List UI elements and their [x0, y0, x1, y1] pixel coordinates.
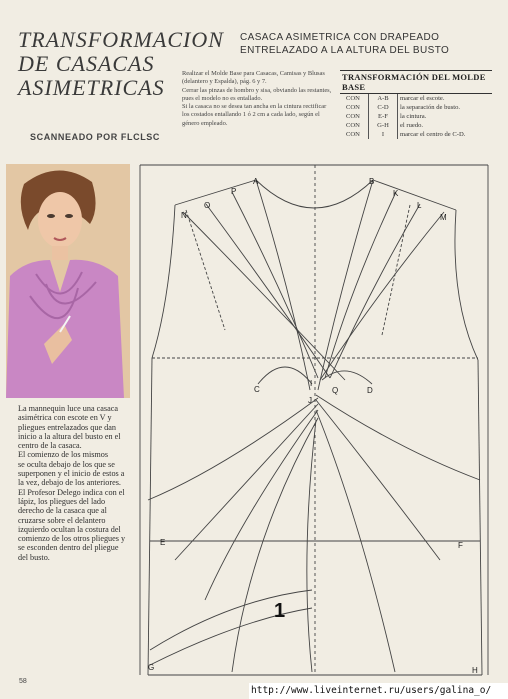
point-label: Q	[332, 386, 339, 395]
title-line-3: ASIMETRICAS	[18, 75, 165, 100]
step-op: CON	[340, 112, 369, 121]
intro-paragraph-2: Cerrar las pinzas de hombro y sisa, obviando las restantes, pues el modelo no es entallado.	[182, 86, 332, 102]
title-line-1: TRANSFORMACION	[18, 27, 224, 52]
point-label: J	[308, 396, 312, 405]
step-segment: A-B	[369, 94, 398, 103]
page-number: 58	[19, 678, 27, 685]
scanned-by-credit: SCANNEADO POR FLCLSC	[30, 132, 161, 142]
intro-paragraph-3: Si la casaca no se desea tan ancha en la cintura rectificar los costados entallando 1 ó 2 cm a cada lado, según el género empleado.	[182, 103, 327, 127]
point-label: B	[369, 177, 375, 186]
point-label: M	[440, 213, 447, 222]
article-subtitle: CASACA ASIMETRICA CON DRAPEADO ENTRELAZADO A LA ALTURA DEL BUSTO	[240, 32, 450, 56]
point-label: P	[231, 187, 237, 196]
step-segment: E-F	[369, 112, 398, 121]
step-segment: G-H	[369, 121, 398, 130]
step-segment: C-D	[369, 103, 398, 112]
point-label: N	[181, 211, 187, 220]
point-label: D	[367, 386, 373, 395]
caption-paragraph-1: La mannequin luce una casaca asimétrica con escote en V y pliegues entrelazados que dan inicio a la altura del busto en el centro de la casaca.	[18, 404, 121, 451]
point-label: A	[253, 177, 259, 186]
figure-number: 1	[274, 600, 286, 622]
point-label: C	[254, 385, 260, 394]
point-label: I	[310, 379, 313, 388]
intro-paragraph-1: Realizar el Molde Base para Casacas, Camisas y Blusas (delantero y Espalda), pág. 6 y 7.	[182, 70, 325, 86]
step-op: CON	[340, 130, 369, 139]
step-description: marcar el centro de C-D.	[400, 131, 466, 138]
table-title: TRANSFORMACIÓN DEL MOLDE BASE	[340, 70, 492, 94]
step-description: la cintura.	[400, 113, 427, 120]
point-label: G	[148, 663, 155, 672]
step-op: CON	[340, 121, 369, 130]
step-op: CON	[340, 94, 369, 103]
point-label: O	[204, 201, 211, 210]
step-description: el ruedo.	[400, 122, 424, 129]
step-op: CON	[340, 103, 369, 112]
caption-paragraph-2: El comienzo de los mismos	[18, 450, 109, 460]
point-label: H	[472, 666, 478, 675]
step-segment: I	[369, 130, 398, 139]
title-line-2: DE CASACAS	[18, 51, 155, 76]
point-label: K	[393, 189, 399, 198]
caption-paragraph-3: se oculta debajo de los que se superponen y el inicio de estos a la vez, debajo de los anteriores. El Profesor Delego indica con el lápiz, los pliegues del lado derecho de la casaca que al cruzarse sobre el delantero izquierdo ocultan la costura del comienzo de los otros pliegues y se esconden dentro del pliegue del busto.	[18, 459, 126, 562]
pleat-lines	[148, 180, 480, 672]
point-label: L	[417, 201, 422, 210]
point-label: E	[160, 538, 166, 547]
step-description: marcar el escote.	[400, 95, 445, 102]
watermark-url: http://www.liveinternet.ru/users/galina_o/	[249, 683, 508, 699]
pattern-outline	[140, 165, 488, 675]
step-description: la separación de busto.	[400, 104, 461, 111]
pattern-point-labels	[148, 177, 478, 675]
point-label: F	[458, 541, 463, 550]
